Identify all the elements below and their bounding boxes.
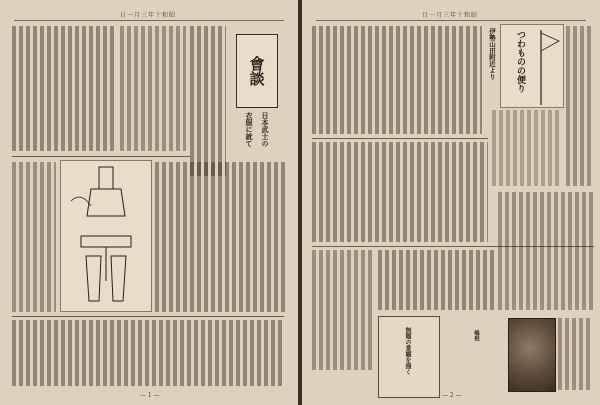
text-column [12, 162, 56, 312]
text-column [492, 110, 560, 186]
text-column [558, 318, 592, 390]
column-rule [12, 316, 284, 317]
garment-illustration [60, 160, 152, 312]
text-column [12, 26, 116, 151]
text-column [498, 192, 594, 310]
folio: — 1 — [140, 392, 160, 399]
text-column [378, 250, 494, 310]
garment-drawing [61, 161, 151, 311]
side-label: 嶋根 [473, 330, 479, 341]
feature-heading: 日本武士の [261, 112, 270, 147]
left-page [0, 0, 298, 405]
soldier-photo [508, 318, 556, 392]
boxed-note-title: 無題の景観を描く [404, 327, 411, 375]
text-column [120, 26, 186, 151]
boxed-note [378, 316, 440, 398]
section-title: 會談 [236, 34, 278, 108]
folio: — 2 — [442, 392, 462, 399]
text-column [190, 26, 226, 176]
header-rule [316, 20, 586, 21]
text-column [312, 26, 482, 134]
text-column [155, 162, 285, 312]
text-column [312, 250, 372, 370]
column-rule [12, 156, 190, 157]
column-heading-illustration [500, 24, 564, 108]
feature-subheading: 衣服に就て [245, 112, 254, 147]
header-rule [14, 20, 284, 21]
running-head: 日一月三年十和昭 [422, 12, 479, 19]
text-column [12, 320, 284, 386]
text-column [566, 26, 592, 186]
right-page [302, 0, 600, 405]
letter-source: 伊勢山田附近より [488, 28, 496, 80]
flag-drawing [501, 25, 563, 107]
column-heading: つわものの便り [515, 30, 525, 93]
text-column [312, 142, 488, 242]
running-head: 日一月三年十和昭 [120, 12, 177, 19]
column-rule [312, 138, 488, 139]
